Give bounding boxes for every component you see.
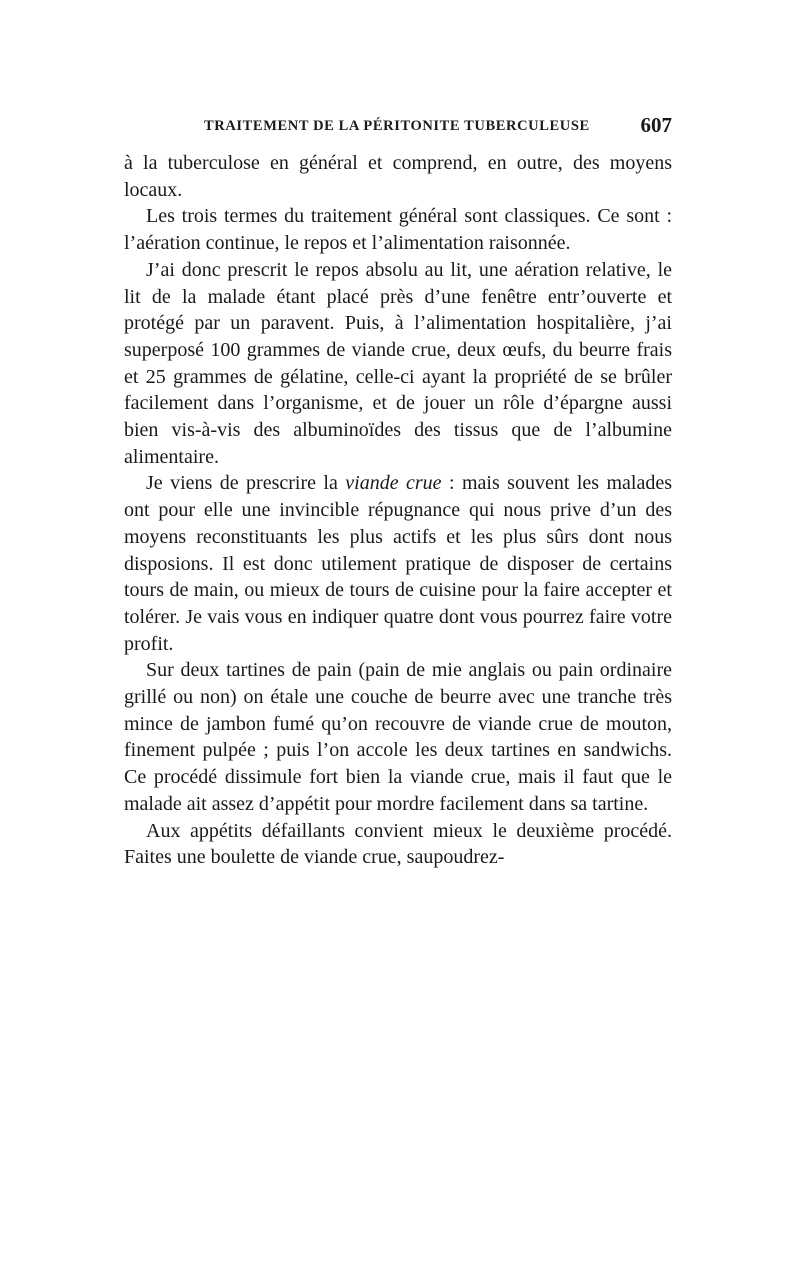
paragraph-4	[124, 470, 672, 657]
running-head	[124, 108, 672, 142]
paragraph-6: Aux appétits défaillants convient mieux le deuxième procédé. Faites une boulette de viande crue, saupoudrez-	[124, 819, 672, 869]
paragraph-1: à la tuberculose en général et comprend, en outre, des moyens locaux.	[124, 152, 672, 201]
emphasis-viande-crue: viande crue	[345, 472, 442, 495]
page-number: 607	[640, 113, 672, 137]
paragraph-3: J’ai donc prescrit le repos absolu au lit, une aération relative, le lit de la malade étant placé près d’une fenêtre entr’ouverte et protégé par un paravent. Puis, à l’alimentation hospitalière, j’ai superposé 100 grammes de viande crue, deux œufs, du beurre frais et 25 grammes de gélatine, celle-ci ayant la propriété de se brûler facilement dans l’organisme, et de jouer un rôle d’épargne aussi bien vis-à-vis des albuminoïdes des tissus que de l’albumine alimentaire.	[124, 258, 672, 468]
running-title: TRAITEMENT DE LA PÉRITONITE TUBERCULEUSE	[204, 118, 590, 134]
paragraph-2: Les trois termes du traitement général sont classiques. Ce sont : l’aération continue, le repos et l’alimentation raisonnée.	[124, 205, 672, 255]
paragraph-4-after: : mais souvent les malades ont pour elle une invincible répugnance qui nous prive d’un des moyens reconstituants les plus actifs et les plus sûrs dont nous disposions. Il est donc utilement pratique de disposer de certains tours de main, ou mieux de tours de cuisine pour la faire accepter et tolérer. Je vais vous en indiquer quatre dont vous pourrez faire votre profit.	[124, 472, 672, 655]
paragraph-5: Sur deux tartines de pain (pain de mie anglais ou pain ordinaire grillé ou non) on étale une couche de beurre avec une tranche très mince de jambon fumé qu’on recouvre de viande crue de mouton, finement pulpée ; puis l’on accole les deux tartines en sandwichs. Ce procédé dissimule fort bien la viande crue, mais il faut que le malade ait assez d’appétit pour mordre facilement dans sa tartine.	[124, 659, 672, 815]
body-text	[124, 150, 672, 871]
book-page	[124, 108, 672, 871]
paragraph-4-before: Je viens de prescrire la	[146, 472, 346, 495]
